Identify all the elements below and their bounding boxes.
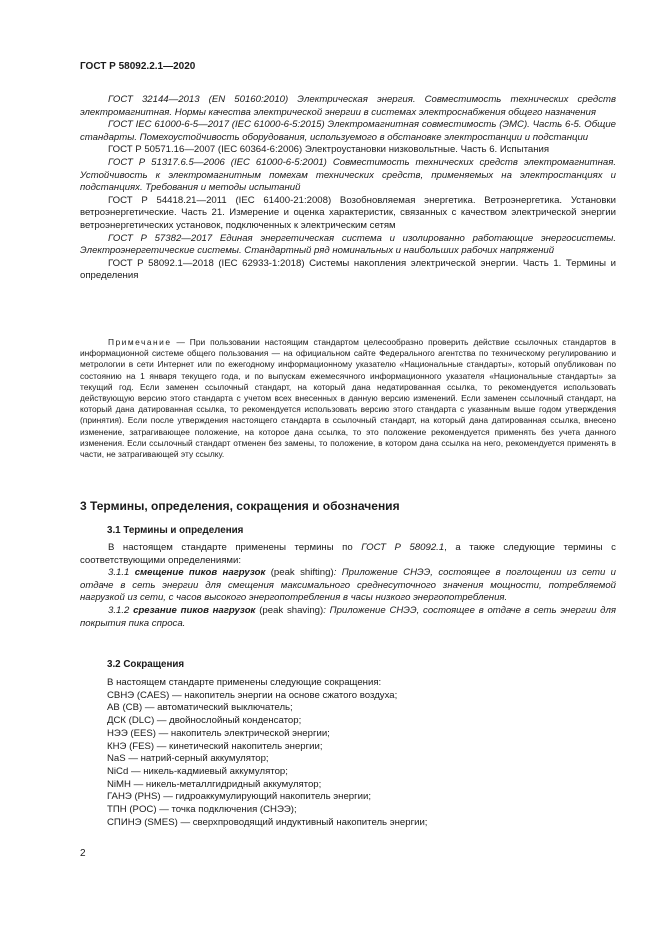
abbreviation-item: NiMH — никель-металлгидридный аккумулятор; xyxy=(107,778,322,790)
terms-block xyxy=(80,542,616,630)
terms-intro-ref: ГОСТ Р 58092.1 xyxy=(361,542,445,553)
abbreviation-item: NiCd — никель-кадмиевый аккумулятор; xyxy=(107,765,288,777)
abbreviation-item: NaS — натрий-серный аккумулятор; xyxy=(107,753,269,765)
subsection-heading-abbreviations: 3.2 Сокращения xyxy=(107,659,185,670)
abbreviation-item: ДСК (DLC) — двойнослойный конденсатор; xyxy=(107,715,302,727)
terms-intro: В настоящем стандарте применены термины по xyxy=(108,542,362,553)
term-number: 3.1.1 xyxy=(108,567,135,579)
subsection-heading-terms: 3.1 Термины и определения xyxy=(107,525,244,536)
term-number: 3.1.2 xyxy=(108,604,134,616)
term-name: смещение пиков нагрузок xyxy=(134,567,266,579)
reference-item: ГОСТ Р 54418.21—2011 (IEC 61400-21:2008) Возобновляемая энергетика. Ветроэнергетика. Установки ветроэнергетические. Часть 21. Измерение и оценка характеристик, связанных с качеством электрической энергии ветроэнергетических установок, подключенных к электрическим сетям xyxy=(80,194,616,231)
term-name: срезание пиков нагрузок xyxy=(133,604,256,616)
note-text: — При пользовании настоящим стандартом целесообразно проверить действие ссылочных стандартов в информационной системе общего пользования — на официальном сайте Федерального агентства по техническому регулированию и метрологии в сети Интернет или по ежегодному информационному указателю «Национальные стандарты», который опубликован по состоянию на 1 января текущего года, и по выпускам ежемесячного информационного указателя «Национальные стандарты» за текущий год. Если заменен ссылочный стандарт, на который дана недатированная ссылка, то рекомендуется использовать действующую версию этого стандарта с учетом всех внесенных в данную версию изменений. Если заменен ссылочный стандарт, на который дана датированная ссылка, то рекомендуется использовать версию этого стандарта с указанным выше годом утверждения (принятия). Если после утверждения настоящего стандарта в ссылочный стандарт, на который дана датированная ссылка, внесено изменение, затрагивающее положение, на которое дана ссылка, то это положение рекомендуется применять без учета данного изменения. Если ссылочный стандарт отменен без замены, то положение, в котором дана ссылка на него, рекомендуется применять в части, не затрагивающей эту ссылку. xyxy=(80,337,616,460)
abbreviation-item: ГАНЭ (PHS) — гидроаккумулирующий накопитель энергии; xyxy=(107,791,372,803)
note-label: Примечание xyxy=(108,337,172,347)
terms-intro-end: , а также следующие термины с соответствующими определениями: xyxy=(80,542,616,566)
page-number: 2 xyxy=(80,848,86,859)
reference-item: ГОСТ Р 58092.1—2018 (IEC 62933-1:2018) Системы накопления электрической энергии. Часть 1. Термины и определения xyxy=(80,257,616,282)
abbreviation-item: ТПН (POC) — точка подключения (СНЭЭ); xyxy=(107,804,297,816)
reference-item: ГОСТ Р 51317.6.5—2006 (IEC 61000-6-5:2001) Совместимость технических средств электромагнитная. Устойчивость к электромагнитным помехам технических средств, применяемых на электростанциях и подстанциях. Требования и методы испытаний xyxy=(80,156,616,194)
abbreviations-intro: В настоящем стандарте применены следующие сокращения: xyxy=(107,677,382,688)
term-definition: : Приложение СНЭЭ, состоящее в поглощении из сети и отдаче в сеть энергии для смещения максимального среднесуточного значения мощности, потребляемой нагрузкой из сети, с часов высокого энергопотребления в часы низкого энергопотребления. xyxy=(80,567,617,604)
reference-item: ГОСТ IEC 61000-6-5—2017 (IEC 61000-6-5:2015) Электромагнитная совместимость (ЭМС). Часть 6-5. Общие стандарты. Помехоустойчивость оборудования, используемого в обстановке электростанции и подстанции xyxy=(80,119,616,143)
term-definition: : Приложение СНЭЭ, состоящее в отдаче в сеть энергии для покрытия пика спроса. xyxy=(80,604,616,629)
reference-item: ГОСТ Р 57382—2017 Единая энергетическая система и изолированно работающие энергосистемы. Электроэнергетические системы. Стандартный ряд номинальных и наибольших рабочих напряжений xyxy=(80,232,616,257)
abbreviation-item: СВНЭ (CAES) — накопитель энергии на основе сжатого воздуха; xyxy=(107,689,398,701)
abbreviation-item: НЭЭ (EES) — накопитель электрической энергии; xyxy=(107,727,330,739)
term-entry xyxy=(80,605,616,630)
abbreviation-item: СПИНЭ (SMES) — сверхпроводящий индуктивный накопитель энергии; xyxy=(107,816,428,828)
abbreviation-item: КНЭ (FES) — кинетический накопитель энергии; xyxy=(107,740,323,752)
term-english: (peak shifting) xyxy=(265,567,334,579)
reference-item: ГОСТ Р 50571.16—2007 (IEC 60364-6:2006) Электроустановки низковольтные. Часть 6. Испытания xyxy=(108,144,550,156)
abbreviations-list xyxy=(107,677,427,829)
section-heading: 3 Термины, определения, сокращения и обозначения xyxy=(80,499,400,513)
term-entry xyxy=(80,567,616,605)
term-english: (peak shaving) xyxy=(255,604,324,616)
note-block xyxy=(80,337,616,460)
references-list xyxy=(80,94,616,283)
reference-item: ГОСТ 32144—2013 (EN 50160:2010) Электрическая энергия. Совместимость технических средств электромагнитная. Нормы качества электрической энергии в системах электроснабжения общего назначения xyxy=(80,94,616,118)
abbreviation-item: АВ (CB) — автоматический выключатель; xyxy=(107,702,293,714)
document-header: ГОСТ Р 58092.2.1—2020 xyxy=(80,61,196,72)
